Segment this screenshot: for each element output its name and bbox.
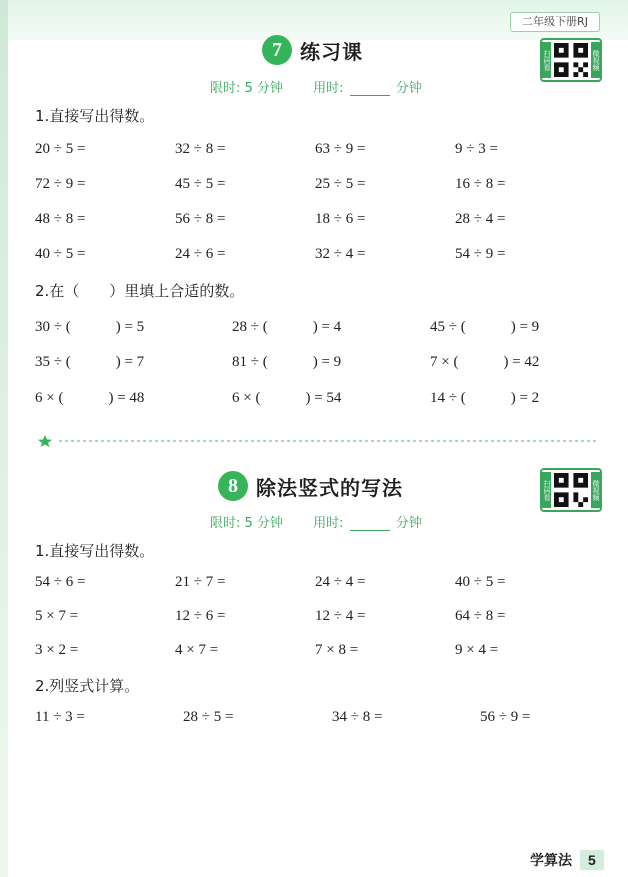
problem: 21 ÷ 7 =: [175, 574, 226, 590]
problem: 54 ÷ 9 =: [455, 246, 506, 262]
qr-side-right: 微视频: [591, 472, 600, 508]
qr-side-right: 微视频: [591, 42, 600, 78]
lesson7-qr-box[interactable]: [540, 38, 602, 82]
star-icon: [38, 435, 52, 447]
left-stripe: [0, 0, 8, 877]
fill-blank-problem[interactable]: 28 ÷ ( ) = 4: [232, 319, 342, 335]
fill-blank-problem[interactable]: 6 × ( ) = 48: [35, 390, 145, 406]
lesson8-qr-box[interactable]: [540, 468, 602, 512]
fill-blank-problem[interactable]: 7 × ( ) = 42: [430, 354, 540, 370]
fill-blank-problem[interactable]: 35 ÷ ( ) = 7: [35, 354, 145, 370]
vertical-calc-problem: 34 ÷ 8 =: [332, 709, 383, 725]
time-limit: 限时: 5 分钟: [210, 516, 283, 531]
problem: 64 ÷ 8 =: [455, 608, 506, 624]
problem: 63 ÷ 9 =: [315, 141, 366, 157]
fill-blank-problem[interactable]: 14 ÷ ( ) = 2: [430, 390, 540, 406]
problem: 56 ÷ 8 =: [175, 211, 226, 227]
grade-tag: 二年级下册RJ: [510, 12, 600, 32]
lesson7-part2-heading: 2.在（ ）里填上合适的数。: [35, 282, 245, 300]
footer-brand: 学算法: [530, 853, 572, 869]
problem: 40 ÷ 5 =: [455, 574, 506, 590]
fill-blank-problem[interactable]: 30 ÷ ( ) = 5: [35, 319, 145, 335]
lesson7-time-row: [210, 77, 422, 96]
problem: 20 ÷ 5 =: [35, 141, 86, 157]
page-number: 5: [580, 850, 604, 870]
problem: 40 ÷ 5 =: [35, 246, 86, 262]
lesson8-part2-heading: 2.列竖式计算。: [35, 677, 140, 695]
problem: 9 ÷ 3 =: [455, 141, 498, 157]
lesson8-part1-heading: 1.直接写出得数。: [35, 542, 155, 560]
fill-blank-problem[interactable]: 45 ÷ ( ) = 9: [430, 319, 540, 335]
problem: 54 ÷ 6 =: [35, 574, 86, 590]
problem: 3 × 2 =: [35, 642, 79, 658]
problem: 45 ÷ 5 =: [175, 176, 226, 192]
time-used-blank[interactable]: [350, 83, 390, 96]
lesson7-part1-heading: 1.直接写出得数。: [35, 107, 155, 125]
time-used-unit: 分钟: [395, 516, 422, 531]
lesson7-title: 练习课: [300, 39, 363, 64]
lesson7-title-row: [262, 35, 363, 65]
problem: 16 ÷ 8 =: [455, 176, 506, 192]
problem: 48 ÷ 8 =: [35, 211, 86, 227]
problem: 28 ÷ 4 =: [455, 211, 506, 227]
qr-side-left: 扫码看: [542, 42, 551, 78]
qr-code-icon: [554, 43, 588, 77]
time-limit: 限时: 5 分钟: [210, 81, 283, 96]
lesson8-title: 除法竖式的写法: [256, 475, 403, 500]
problem: 24 ÷ 6 =: [175, 246, 226, 262]
time-used-blank[interactable]: [350, 518, 390, 531]
problem: 5 × 7 =: [35, 608, 79, 624]
time-used-label: 用时:: [313, 81, 344, 96]
vertical-calc-problem: 56 ÷ 9 =: [480, 709, 531, 725]
qr-code-icon: [554, 473, 588, 507]
problem: 9 × 4 =: [455, 642, 499, 658]
problem: 7 × 8 =: [315, 642, 359, 658]
fill-blank-problem[interactable]: 6 × ( ) = 54: [232, 390, 342, 406]
problem: 32 ÷ 8 =: [175, 141, 226, 157]
fill-blank-problem[interactable]: 81 ÷ ( ) = 9: [232, 354, 342, 370]
section-divider: [38, 435, 598, 447]
page-footer: [530, 850, 604, 870]
qr-side-left: 扫码看: [542, 472, 551, 508]
lesson8-number: 8: [218, 471, 248, 501]
problem: 18 ÷ 6 =: [315, 211, 366, 227]
lesson7-number: 7: [262, 35, 292, 65]
problem: 32 ÷ 4 =: [315, 246, 366, 262]
vertical-calc-problem: 28 ÷ 5 =: [183, 709, 234, 725]
problem: 25 ÷ 5 =: [315, 176, 366, 192]
problem: 24 ÷ 4 =: [315, 574, 366, 590]
problem: 72 ÷ 9 =: [35, 176, 86, 192]
lesson8-title-row: [218, 471, 403, 501]
problem: 12 ÷ 6 =: [175, 608, 226, 624]
vertical-calc-problem: 11 ÷ 3 =: [35, 709, 85, 725]
time-used-unit: 分钟: [395, 81, 422, 96]
lesson8-time-row: [210, 512, 422, 531]
problem: 12 ÷ 4 =: [315, 608, 366, 624]
problem: 4 × 7 =: [175, 642, 219, 658]
time-used-label: 用时:: [313, 516, 344, 531]
